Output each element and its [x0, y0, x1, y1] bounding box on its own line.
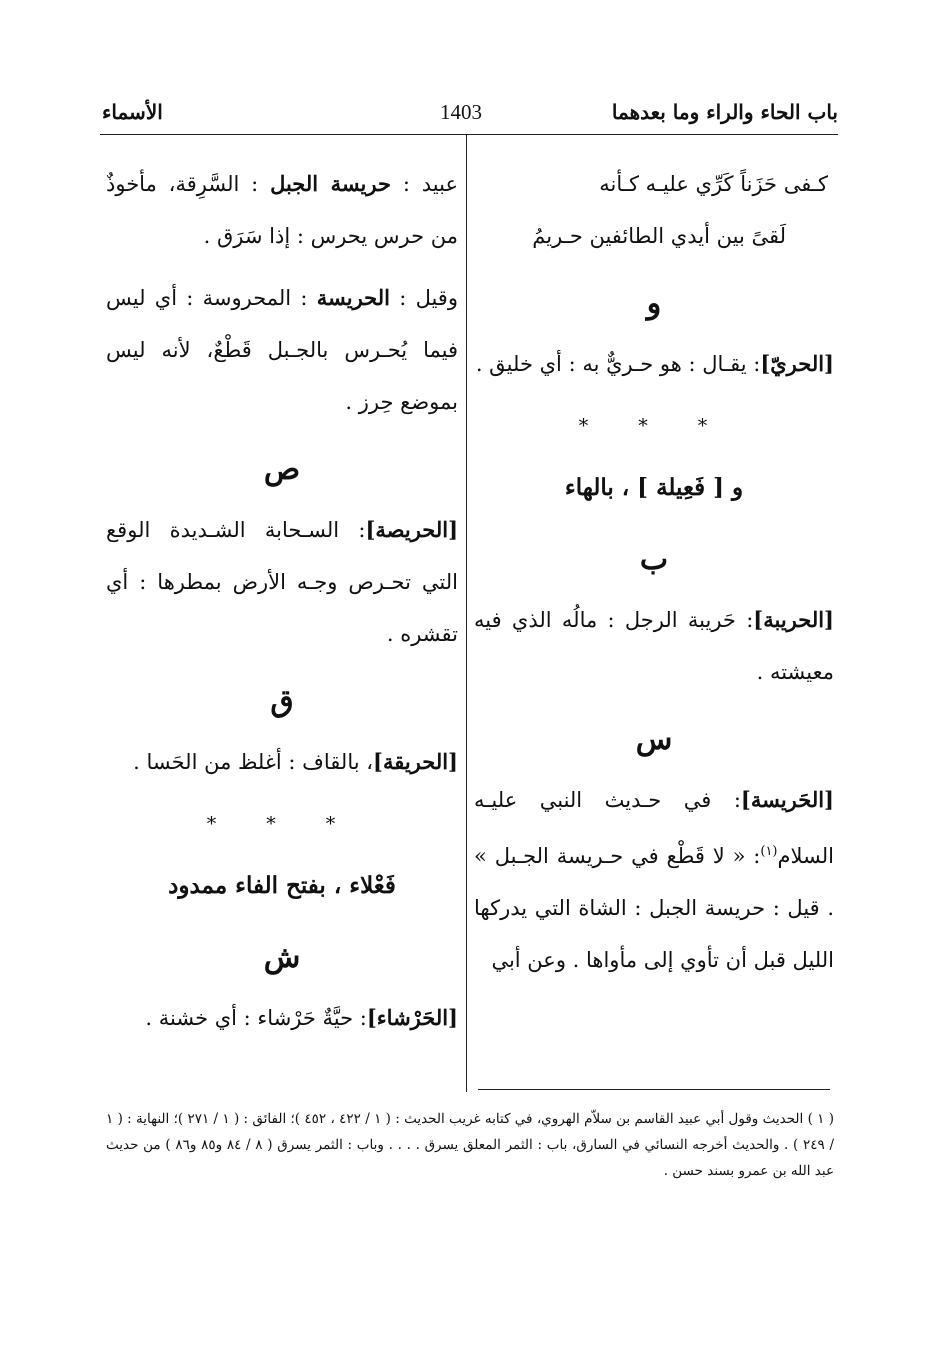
letter-heading-shin: ش [263, 940, 301, 975]
section-title: الأسماء [102, 100, 163, 124]
entry-term: الحريسة [316, 285, 390, 310]
entry-hariba [474, 594, 834, 698]
section-separator: * * * [578, 415, 730, 437]
entry-harsha [106, 992, 458, 1044]
entry-text: : يقـال : هو حـريٌّ به : أي خليق . [475, 352, 761, 376]
heading-post: ] ، بالهاء [564, 474, 649, 501]
entry-text-cont: : « لا قَطْع في حـريسة الجـبل » . قيل : حريسة الجبل : الشاة التي يدركها الليل قبل أن تأوي إلى مأواها . وعن أبي [474, 844, 834, 972]
footnote-1: ( ١ ) الحديث وقول أبي عبيد القاسم بن سلاّم الهروي، في كتابه غريب الحديث : ( ١ / ٤٢٢ ، ٤٥٢ )؛ الفائق : ( ١ / ٢٧١ )؛ النهاية : ( ١ / ٢٤٩ ) . والحديث أخرجه النسائي في السارق، باب : الثمر المعلق يسرق . . . . وباب : الثمر يسرق ( ٨ / ٨٤ و٨٥ و٨٦ ) من حديث عبد الله بن عمرو بسند حسن . [106, 1111, 835, 1179]
entry-lead: وقيل : [399, 286, 458, 310]
letter-heading-qaf: ق [270, 684, 294, 719]
entry-key: [الحريصة] [365, 517, 458, 542]
letter-heading-ba: ب [639, 542, 669, 577]
section-heading [474, 458, 834, 518]
entry-harisa [474, 774, 834, 986]
entry-lead: عبيد : [402, 172, 458, 196]
entry-obaid [106, 158, 458, 262]
heading-pre: و [ [713, 474, 744, 501]
entry-text: : حيَّةٌ حَرْشاء : أي خشنة . [145, 1006, 367, 1030]
entry-term: حريسة الجبل [270, 171, 391, 196]
section-heading: فَعْلاء ، بفتح الفاء ممدود [168, 872, 396, 899]
entry-text: ، بالقاف : أغلظ من الحَسا . [133, 750, 374, 774]
entry-text: : المحروسة : أي ليس فيما يُحـرس بالجـبل قَطْعٌ، لأنه ليس بموضع حِرز . [106, 286, 458, 414]
right-column [474, 158, 834, 986]
verse-line-2: لَقىً بين أيدي الطائفين حـريمُ [532, 224, 786, 248]
letter-heading-sad: ص [263, 452, 301, 487]
letter-heading-waw: و [646, 286, 662, 321]
heading-word: فَعِيلة [656, 474, 706, 501]
chapter-title: باب الحاء والراء وما بعدهما [611, 100, 838, 124]
verse-line-1: كـفى حَزَناً كَرِّي عليـه كـأنه [599, 172, 828, 196]
left-column [106, 158, 458, 1044]
header-rule [100, 134, 838, 135]
entry-text: : في حـديث النبي عليـه السلام [474, 788, 834, 868]
entry-harisa2 [106, 504, 458, 660]
page-header [100, 96, 838, 136]
entry-harw [474, 338, 834, 390]
entry-qila [106, 272, 458, 428]
entry-hariqa [106, 736, 458, 788]
footnotes [106, 1106, 834, 1184]
page-number: 1403 [440, 100, 482, 124]
footnote-rule [478, 1089, 830, 1090]
column-divider [466, 135, 467, 1092]
entry-key: [الحريبة] [753, 607, 834, 632]
entry-text: : حَريبة الرجل : مالُه الذي فيه معيشته . [474, 608, 834, 684]
entry-text: : السـحابة الشـديدة الوقع التي تحـرص وجـه الأرض بمطرها : أي تقشره . [106, 518, 458, 646]
entry-text: : السَّرِقة، مأخوذٌ من حرس يحرس : إذا سَرَق . [106, 172, 458, 248]
footnote-marker: (١) [760, 844, 778, 859]
entry-key: [الحَريسة] [740, 787, 834, 812]
entry-key: [الحريقة] [373, 749, 458, 774]
section-separator: * * * [206, 813, 358, 835]
entry-key: [الحَرْشاء] [366, 1005, 458, 1030]
letter-heading-sin: س [635, 722, 673, 757]
entry-key: [الحريّ] [760, 351, 834, 376]
